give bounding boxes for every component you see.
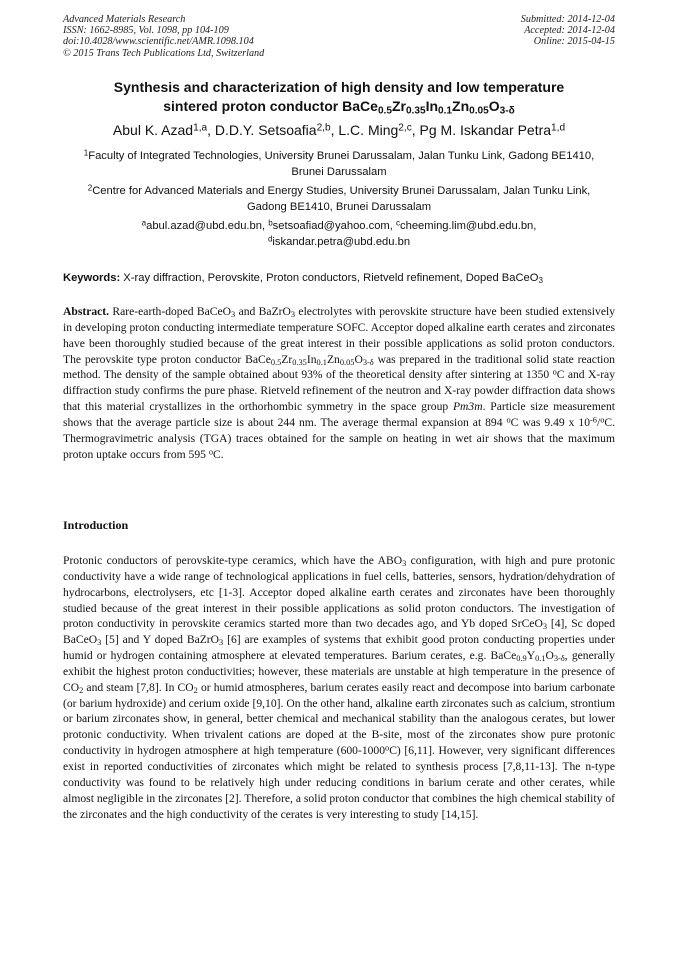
author: D.D.Y. Setsoafia$^{2,b}$,: [214, 122, 339, 138]
author: Abul K. Azad$^{1,a}$,: [112, 122, 215, 138]
accepted-date: Accepted: 2014-12-04: [524, 25, 615, 37]
publication-dates: [521, 14, 615, 48]
email-link[interactable]: $^a$abul.azad@ubd.edu.bn: [141, 218, 262, 232]
title-line-1: Synthesis and characterization of high density and low temperature: [113, 79, 565, 95]
space-group: Pm3m: [452, 400, 483, 414]
section-heading-introduction: Introduction: [63, 518, 129, 532]
email-link[interactable]: $^c$cheeming.lim@ubd.edu.bn: [395, 218, 534, 232]
journal-info: [63, 14, 264, 59]
email-link[interactable]: $^d$iskandar.petra@ubd.edu.bn: [267, 234, 411, 248]
online-date: Online: 2015-04-15: [533, 36, 615, 48]
abstract: Abstract. Rare-earth-doped BaCeO$_3$ and BaZrO$_3$ electrolytes with perovskite structure have been studied extensively in developing proton conducting intermediate temperature SOFC. Acceptor doped alkaline earth cerates and zirconates have been thoroughly studied because of the great interest in their possible applications as solid proton conductors. The perovskite type proton conductor $BaCe_{0.5}Zr_{0.35}In_{0.1}Zn_{0.05}O_{3-\delta}$ was prepared in the traditional solid state reaction method. The density of the sample obtained about 93% of the theoretical density after sintering at 1350 $^o$C and X-ray diffraction study confirms the pure phase. Rietveld refinement of the neutron and X-ray powder diffraction data shows that this material crystallizes in the orthorhombic symmetry in the space group Pm3m. Particle size measurement shows that the average particle size is about 244 nm. The average thermal expansion at 894 $^o$C was 9.49 x $10^{-6}/^oC$. Thermogravimetric analysis (TGA) traces obtained for the sample on heating in wet air shows that the maximum proton uptake occurs from 595 $^o$C.: [63, 305, 615, 461]
email-link[interactable]: $^b$setsoafiad@yahoo.com: [268, 218, 390, 232]
submitted-date: Submitted: 2014-12-04: [520, 14, 615, 25]
abstract-label: Abstract.: [63, 305, 110, 318]
title-line-2: sintered proton conductor $BaCe_{0.5}Zr_{0.35}In_{0.1}Zn_{0.05}O_{3-\delta}$: [163, 97, 515, 117]
keywords: Keywords: X-ray diffraction, Perovskite, Proton conductors, Rietveld refinement, Doped BaCeO$_3$: [63, 272, 543, 286]
paper-title: [40, 78, 638, 115]
affiliation-1: $^1$Faculty of Integrated Technologies, University Brunei Darussalam, Jalan Tunku Link, Gadong BE1410, Brunei Darussalam: [83, 148, 595, 179]
author: Pg M. Iskandar Petra$^{1,d}$: [419, 122, 566, 138]
introduction-paragraph: Protonic conductors of perovskite-type ceramics, which have the $ABO_3$ configuration, with high and pure protonic conductivity have a wide range of technological applications in fuel cells, batteries, sensors, hydration/dehydration of hydrocarbons, electrolysers, etc [1-3]. Acceptor doped alkaline earth cerates and zirconates have been thoroughly studied because of the great interest in their possible applications as solid proton conductors. The investigation of proton conductivity in perovskite ceramics started more than two decades ago, and Yb doped SrCeO$_3$ [4], Sc doped BaCeO$_3$ [5] and Y doped BaZrO$_3$ [6] are examples of systems that exhibit good proton conducting properties under humid or hydrogen containing atmosphere at elevated temperatures. Barium cerates, e.g. $BaCe_{0.9}Y_{0.1}O_{3-\delta}$, generally exhibit the highest proton conductivities; however, these materials are unstable at high temperature in the presence of $CO_2$ and steam [7,8]. In $CO_2$ or humid atmospheres, barium cerates easily react and decompose into barium carbonate (or barium hydroxide) and cerium oxide [9,10]. On the other hand, alkaline earth zirconates such as calcium, strontium or barium zirconates show, in general, better chemical and mechanical stability than the analogous cerates, but lower protonic conductivity. When trivalent cations are doped at the B-site, most of the zirconates show pure protonic conductivity in hydrogen atmosphere at high temperature (600-1000$^o$C) [6,11]. However, very significant differences exist in reported conductivities of zirconates which might be related to synthesis process [7,8,11-13]. The n-type conductivity was found to be relatively high under reducing conditions in barium cerate and other cerates, while almost negligible in the zirconates [2]. Therefore, a solid proton conductor that combines the high chemical stability of the zirconates and the high conductivity of the cerates is very interesting to study [14,15].: [63, 554, 616, 821]
keywords-label: Keywords:: [63, 272, 121, 284]
affiliation-2: $^2$Centre for Advanced Materials and Energy Studies, University Brunei Darussalam, Jalan Tunku Link, Gadong BE1410, Brunei Darussalam: [87, 183, 591, 214]
author-list: [40, 121, 638, 139]
email-list: $^a$abul.azad@ubd.edu.bn, $^b$setsoafiad@yahoo.com, $^c$cheeming.lim@ubd.edu.bn, $^d$iskandar.petra@ubd.edu.bn: [141, 218, 537, 248]
title-formula: $BaCe_{0.5}Zr_{0.35}In_{0.1}Zn_{0.05}O_{3-\delta}$: [342, 97, 515, 117]
issn: ISSN: 1662-8985, Vol. 1098, pp 104-109: [63, 25, 229, 37]
doi: doi:10.4028/www.scientific.net/AMR.1098.104: [63, 36, 254, 48]
author: L.C. Ming$^{2,c}$,: [338, 122, 420, 138]
copyright: © 2015 Trans Tech Publications Ltd, Switzerland: [63, 47, 265, 59]
journal-name: Advanced Materials Research: [63, 14, 186, 25]
